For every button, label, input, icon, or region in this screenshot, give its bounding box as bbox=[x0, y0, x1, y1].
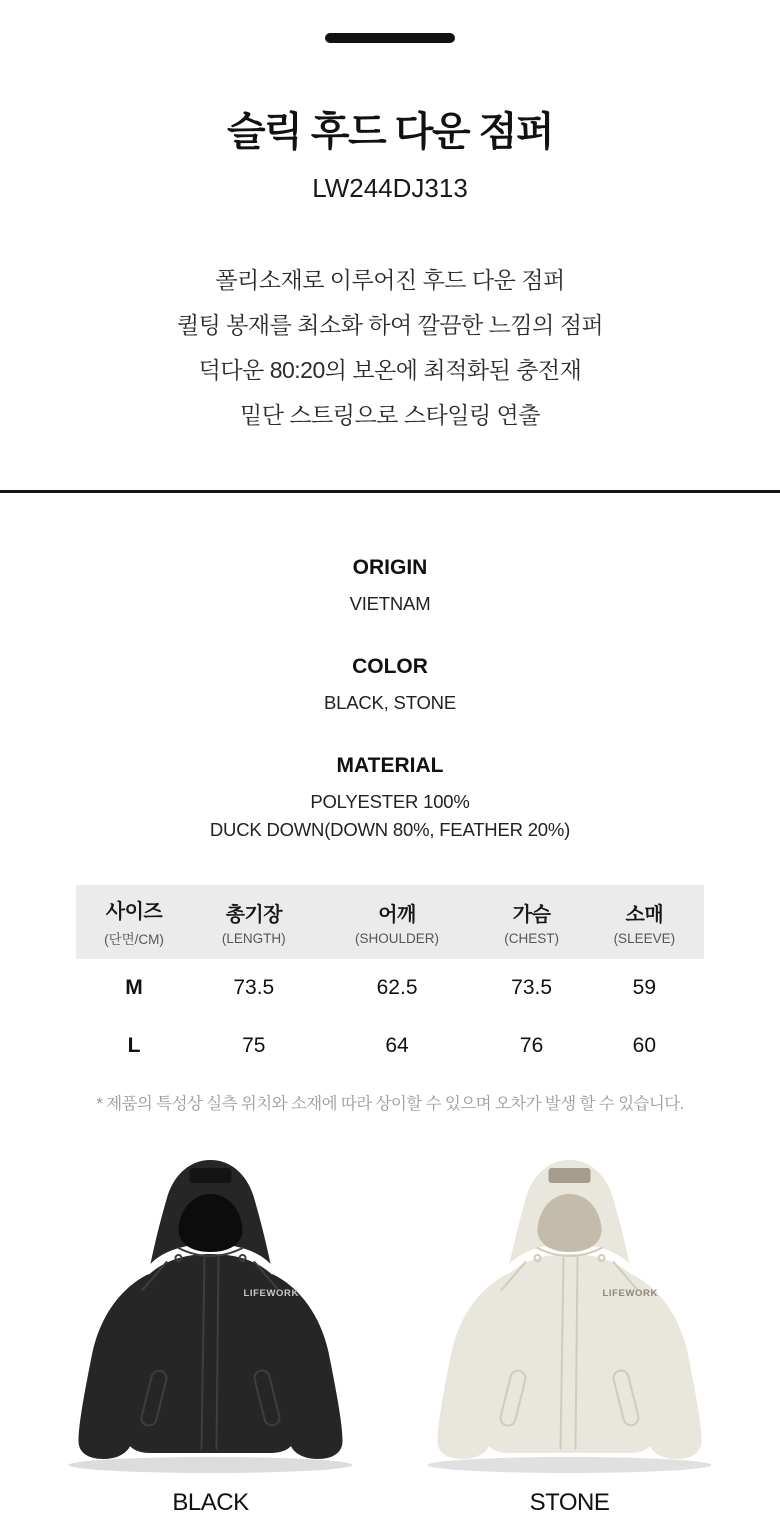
size-table bbox=[76, 885, 704, 1075]
col-header-length: 총기장 (LENGTH) bbox=[192, 885, 316, 959]
origin-heading: ORIGIN bbox=[352, 556, 428, 579]
size-disclaimer: * 제품의 특성상 실측 위치와 소재에 따라 상이할 수 있으며 오차가 발생 할 수 있습니다. bbox=[96, 1095, 684, 1113]
product-code: LW244DJ313 bbox=[312, 173, 468, 203]
chest-logo: LIFEWORK bbox=[602, 1288, 658, 1299]
color-variants bbox=[0, 1148, 780, 1517]
col-header-chest: 가슴 (CHEST) bbox=[479, 885, 585, 959]
shoulder-value: 62.5 bbox=[376, 976, 418, 999]
size-label: L bbox=[127, 1034, 141, 1057]
product-title: 슬릭 후드 다운 점퍼 bbox=[227, 110, 553, 154]
description-line: 덕다운 80:20의 보온에 최적화된 충전재 bbox=[198, 357, 582, 383]
sleeve-value: 59 bbox=[632, 976, 657, 999]
length-value: 75 bbox=[242, 1034, 266, 1057]
length-value: 73.5 bbox=[233, 976, 275, 999]
sleeve-value: 60 bbox=[632, 1034, 657, 1057]
section-divider bbox=[0, 490, 780, 493]
size-table-header bbox=[76, 885, 704, 959]
material-heading: MATERIAL bbox=[336, 754, 444, 777]
top-accent-bar bbox=[325, 33, 455, 43]
material-value: DUCK DOWN(DOWN 80%, FEATHER 20%) bbox=[209, 819, 571, 840]
color-heading: COLOR bbox=[352, 655, 428, 678]
material-section bbox=[0, 754, 780, 844]
material-value: POLYESTER 100% bbox=[310, 791, 470, 812]
size-row-l bbox=[76, 1017, 704, 1075]
size-label: M bbox=[125, 976, 143, 999]
jacket-shadow bbox=[428, 1457, 712, 1473]
variant-black bbox=[42, 1148, 379, 1517]
description-line: 폴리소재로 이루어진 후드 다운 점퍼 bbox=[215, 267, 565, 293]
chest-value: 73.5 bbox=[511, 976, 553, 999]
stone-jacket-image bbox=[401, 1148, 738, 1483]
variant-label-stone: STONE bbox=[529, 1489, 610, 1516]
description-line: 퀼팅 봉재를 최소화 하여 깔끔한 느낌의 점퍼 bbox=[176, 312, 604, 338]
black-jacket-image bbox=[42, 1148, 379, 1483]
size-row-m bbox=[76, 959, 704, 1017]
product-description bbox=[0, 258, 780, 438]
product-info-block bbox=[0, 556, 780, 844]
shoulder-value: 64 bbox=[385, 1034, 409, 1057]
jacket-shadow bbox=[69, 1457, 353, 1473]
col-header-shoulder: 어깨 (SHOULDER) bbox=[316, 885, 479, 959]
origin-section bbox=[0, 556, 780, 618]
hood-tab bbox=[549, 1168, 591, 1183]
color-section bbox=[0, 655, 780, 717]
color-value: BLACK, STONE bbox=[324, 692, 456, 713]
variant-stone bbox=[401, 1148, 738, 1517]
origin-value: VIETNAM bbox=[349, 593, 431, 614]
col-header-size: 사이즈 (단면/CM) bbox=[76, 885, 192, 959]
hood-tab bbox=[190, 1168, 232, 1183]
chest-value: 76 bbox=[519, 1034, 544, 1057]
description-line: 밑단 스트링으로 스타일링 연출 bbox=[239, 402, 540, 428]
col-header-sleeve: 소매 (SLEEVE) bbox=[585, 885, 704, 959]
chest-logo: LIFEWORK bbox=[243, 1288, 299, 1299]
variant-label-black: BLACK bbox=[172, 1489, 249, 1516]
